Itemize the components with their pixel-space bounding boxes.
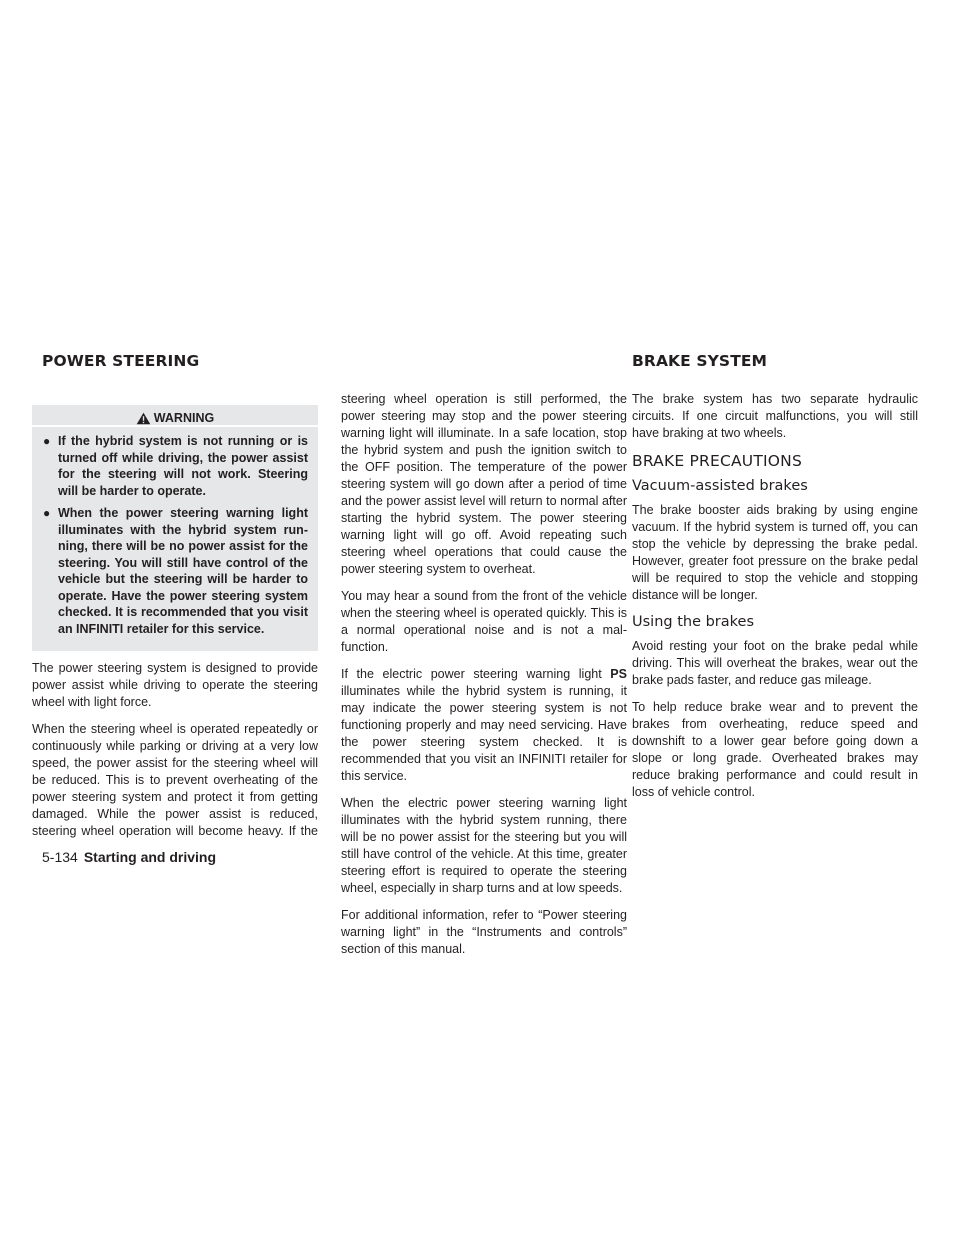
paragraph: The brake booster aids braking by using engine vacuum. If the hybrid system is turned off, you can stop the vehicle by depressing the brake pedal. However, greater foot pressure on the brake pedal will be required to stop the vehicle and stopping distance will be longer. (632, 503, 918, 602)
paragraph: To help reduce brake wear and to prevent the brakes from overheating, reduce speed and downshift to a lower gear before going down a slope or long grade. Overheated brakes may reduce braking performance and could result in loss of vehicle control. (632, 700, 918, 799)
page-footer (42, 849, 216, 865)
column-3 (632, 391, 918, 811)
warning-item-text: When the power steering warning light illuminates with the hybrid system running, there will be no power assist for the steering. You will still have control of the vehicle but the steering will be harder to operate. Have the power steering system checked. It is recommended that you visit an INFINITI retailer for this service. (58, 506, 308, 636)
warning-title: WARNING (153, 411, 215, 425)
vacuum-brakes-heading: Vacuum-assisted brakes (632, 478, 808, 494)
column-2 (341, 391, 627, 968)
warning-list (42, 433, 308, 637)
p4-text-before: If the electric power steering warning light (341, 667, 602, 681)
column-1 (32, 405, 318, 850)
warning-item (42, 505, 308, 637)
warning-item (42, 433, 308, 499)
brake-precautions-heading: BRAKE PRECAUTIONS (632, 452, 803, 470)
warning-box (32, 405, 318, 651)
paragraph: You may hear a sound from the front of the vehicle when the steering wheel is operated quickly. This is a normal operational noise and is not a malfunction. (341, 589, 627, 654)
ps-warning-symbol: PS (610, 667, 627, 681)
power-steering-heading: POWER STEERING (42, 352, 200, 370)
paragraph: When the electric power steering warning light illuminates with the hybrid system running, there will be no power assist for the steering but you will still have control of the vehicle. At this time, greater steering effort is required to operate the steering wheel, especially in sharp turns and at low speeds. (341, 796, 627, 895)
paragraph: Avoid resting your foot on the brake pedal while driving. This will overheat the brakes, wear out the brake pads faster, and reduce gas mileage. (632, 639, 918, 687)
page-number: 5-134 (42, 849, 78, 865)
bullet-icon: ● (43, 434, 51, 448)
footer-section-name: Starting and driving (83, 849, 217, 865)
paragraph: The power steering system is designed to provide power assist while driving to operate the steering wheel with light force. (32, 661, 318, 709)
warning-triangle-icon (136, 412, 151, 425)
paragraph: The brake system has two separate hydraulic circuits. If one circuit malfunctions, you will still have braking at two wheels. (632, 392, 918, 440)
bullet-icon: ● (43, 506, 51, 520)
p4-text-after: illuminates while the hybrid system is running, it may indicate the power steering system is not functioning properly and may need servicing. Have the power steering system checked. It is recommended that you visit an INFINITI retailer for this service. (341, 684, 627, 783)
paragraph: When the steering wheel is operated repeatedly or continuously while parking or driving at a very low speed, the power assist for the steering wheel will be reduced. This is to prevent overheating of the power steering system and protect it from getting damaged. While the power assist is reduced, steering wheel operation will become heavy. If the (32, 722, 318, 838)
paragraph (341, 666, 627, 785)
paragraph: For additional information, refer to “Power steering warning light” in the “Instruments and controls” section of this manual. (341, 908, 627, 956)
paragraph: steering wheel operation is still performed, the power steering may stop and the power steering warning light will illuminate. In a safe location, stop the hybrid system and push the ignition switch to the OFF position. The temperature of the power steering system will go down after a period of time and the power assist level will return to normal after starting the hybrid system. The power steering warning light will go off. Avoid repeating such steering wheel operations that could cause the power steering system to overheat. (341, 392, 627, 576)
brake-system-heading: BRAKE SYSTEM (632, 352, 768, 370)
warning-header (32, 405, 318, 427)
using-brakes-heading: Using the brakes (632, 614, 755, 630)
warning-item-text: If the hybrid system is not running or is turned off while driving, the power assist for the steering will not work. Steering will be harder to operate. (58, 434, 308, 498)
